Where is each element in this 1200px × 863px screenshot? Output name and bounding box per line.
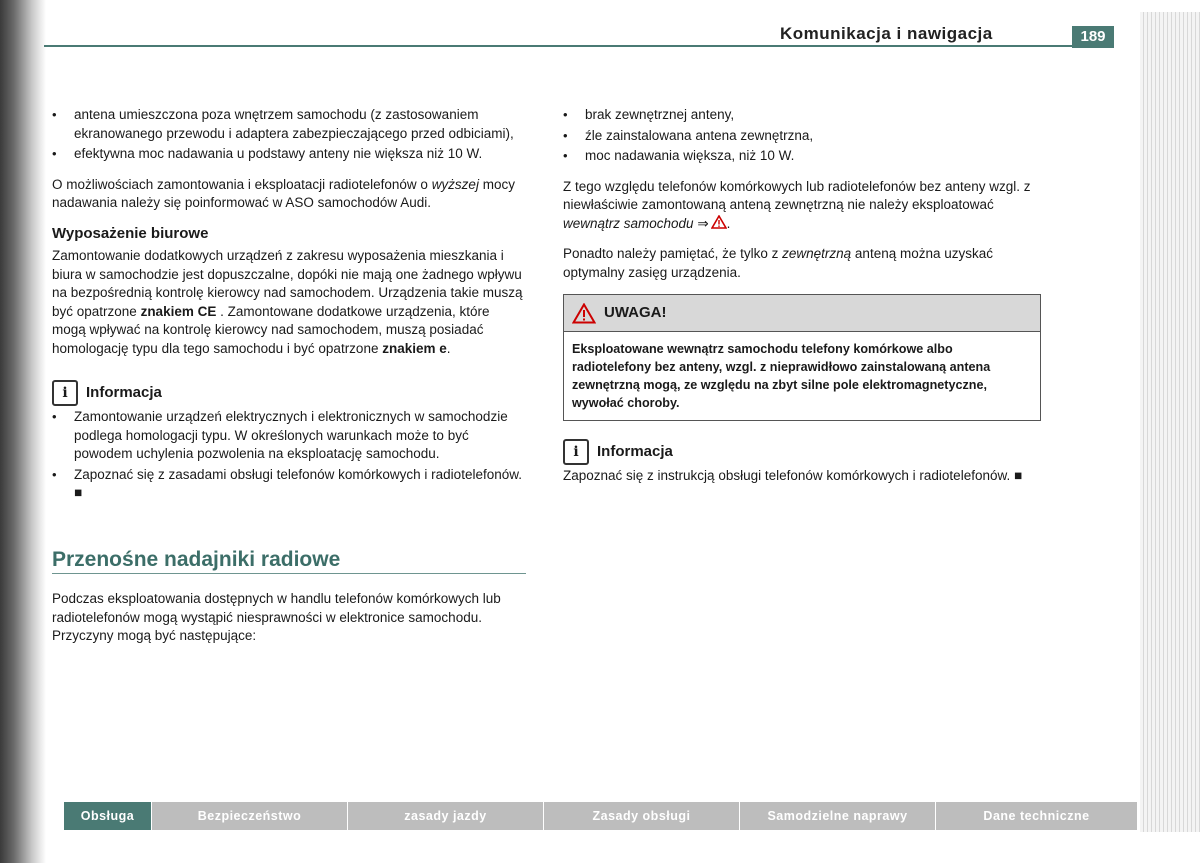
list-item <box>563 147 1041 166</box>
paragraph: Ponadto należy pamiętać, że tylko z zewnętrzną anteną można uzyskać optymalny zasięg urządzenia. <box>563 246 994 280</box>
bullet-icon: • <box>52 107 57 122</box>
bullet-text: Zapoznać się z zasadami obsługi telefonów komórkowych i radiotelefonów. ■ <box>74 466 522 500</box>
bullet-text: moc nadawania większa, niż 10 W. <box>585 148 795 163</box>
warning-text: Eksploatowane wewnątrz samochodu telefony komórkowe albo radiotelefony bez anteny, wzgl. z nieprawidłowo zainstalowaną antena zewnętrzną mogą, ze względu na zbyt silne pole elektromagnetyczne, wywołać choroby. <box>572 342 991 410</box>
left-column <box>52 106 526 658</box>
info-heading <box>563 439 1041 465</box>
warning-header <box>564 295 1040 332</box>
bullet-text: antena umieszczona poza wnętrzem samochodu (z zastosowaniem ekranowanego przewodu i adaptera zabezpieczającego przed odbiciami), <box>74 107 514 141</box>
list-item <box>563 127 1041 146</box>
bullet-icon: • <box>52 409 57 424</box>
book-spine-shadow <box>0 0 46 863</box>
info-title: Informacja <box>86 383 162 401</box>
tab-bezpieczenstwo[interactable]: Bezpieczeństwo <box>152 802 348 830</box>
tab-obsluga[interactable]: Obsługa <box>64 802 152 830</box>
paragraph: Zapoznać się z instrukcją obsługi telefonów komórkowych i radiotelefonów. ■ <box>563 468 1023 483</box>
bullet-icon: • <box>52 466 57 482</box>
info-icon: i <box>563 439 589 465</box>
list-item <box>52 466 526 503</box>
warning-title: UWAGA! <box>604 303 667 321</box>
bullet-icon: • <box>563 107 568 122</box>
section-title: Przenośne nadajniki radiowe <box>52 551 526 575</box>
paragraph: Z tego względu telefonów komórkowych lub radiotelefonów bez anteny wzgl. z niewłaściwie zamontowaną anteną zewnętrzną nie należy eksploatować wewnątrz samochodu ⇒ . <box>563 178 1031 231</box>
header-rule <box>44 45 1110 47</box>
tab-zasady-obslugi[interactable]: Zasady obsługi <box>544 802 740 830</box>
bullet-text: efektywna moc nadawania u podstawy anteny nie większa niż 10 W. <box>74 146 483 161</box>
tab-dane-techniczne[interactable]: Dane techniczne <box>936 802 1138 830</box>
tab-zasady-jazdy[interactable]: zasady jazdy <box>348 802 544 830</box>
info-title: Informacja <box>597 442 673 460</box>
list-item <box>52 145 526 164</box>
bullet-text: Zamontowanie urządzeń elektrycznych i elektronicznych w samochodzie podlega homologacji typu. W określonych warunkach może to być powodem uchylenia pozwolenia na eksploatację samochodu. <box>74 409 508 461</box>
bullet-icon: • <box>563 148 568 163</box>
right-column <box>563 106 1041 498</box>
warning-triangle-icon <box>711 215 727 229</box>
warning-box <box>563 294 1041 421</box>
list-item <box>52 408 526 464</box>
paragraph: Zamontowanie dodatkowych urządzeń z zakresu wyposażenia mieszkania i biura w samochodzie jest dopuszczalne, dopóki nie mają one żadnego wpływu na bezpośrednią kontrolę kierowcy nad samochodem. Urządzenia takie muszą być opatrzone znakiem CE . Zamontowane dodatkowe urządzenia, które mogą wpływać na kontrolę kierowcy nad samochodem, muszą posiadać homologację typu dla tego samochodu i być opatrzone znakiem e. <box>52 248 523 356</box>
bullet-text: brak zewnętrznej anteny, <box>585 107 735 122</box>
header-title: Komunikacja i nawigacja <box>780 24 993 43</box>
tab-samodzielne-naprawy[interactable]: Samodzielne naprawy <box>740 802 936 830</box>
info-heading <box>52 380 526 406</box>
footer-tab-bar <box>64 802 1138 830</box>
list-item <box>563 106 1041 125</box>
bullet-text: źle zainstalowana antena zewnętrzna, <box>585 127 814 143</box>
bullet-icon: • <box>52 146 57 161</box>
warning-triangle-icon <box>572 303 596 324</box>
page-number: 189 <box>1072 26 1114 48</box>
subheading: Wyposażenie biurowe <box>52 224 209 242</box>
paragraph: Podczas eksploatowania dostępnych w handlu telefonów komórkowych lub radiotelefonów mogą wystąpić niesprawności w elektronice samochodu. Przyczyny mogą być następujące: <box>52 591 501 643</box>
bullet-icon: • <box>563 127 568 143</box>
page-edges <box>1140 12 1200 832</box>
info-icon: i <box>52 380 78 406</box>
paragraph: O możliwościach zamontowania i eksploatacji radiotelefonów o wyższej mocy nadawania należy się poinformować w ASO samochodów Audi. <box>52 176 515 210</box>
list-item <box>52 106 526 143</box>
